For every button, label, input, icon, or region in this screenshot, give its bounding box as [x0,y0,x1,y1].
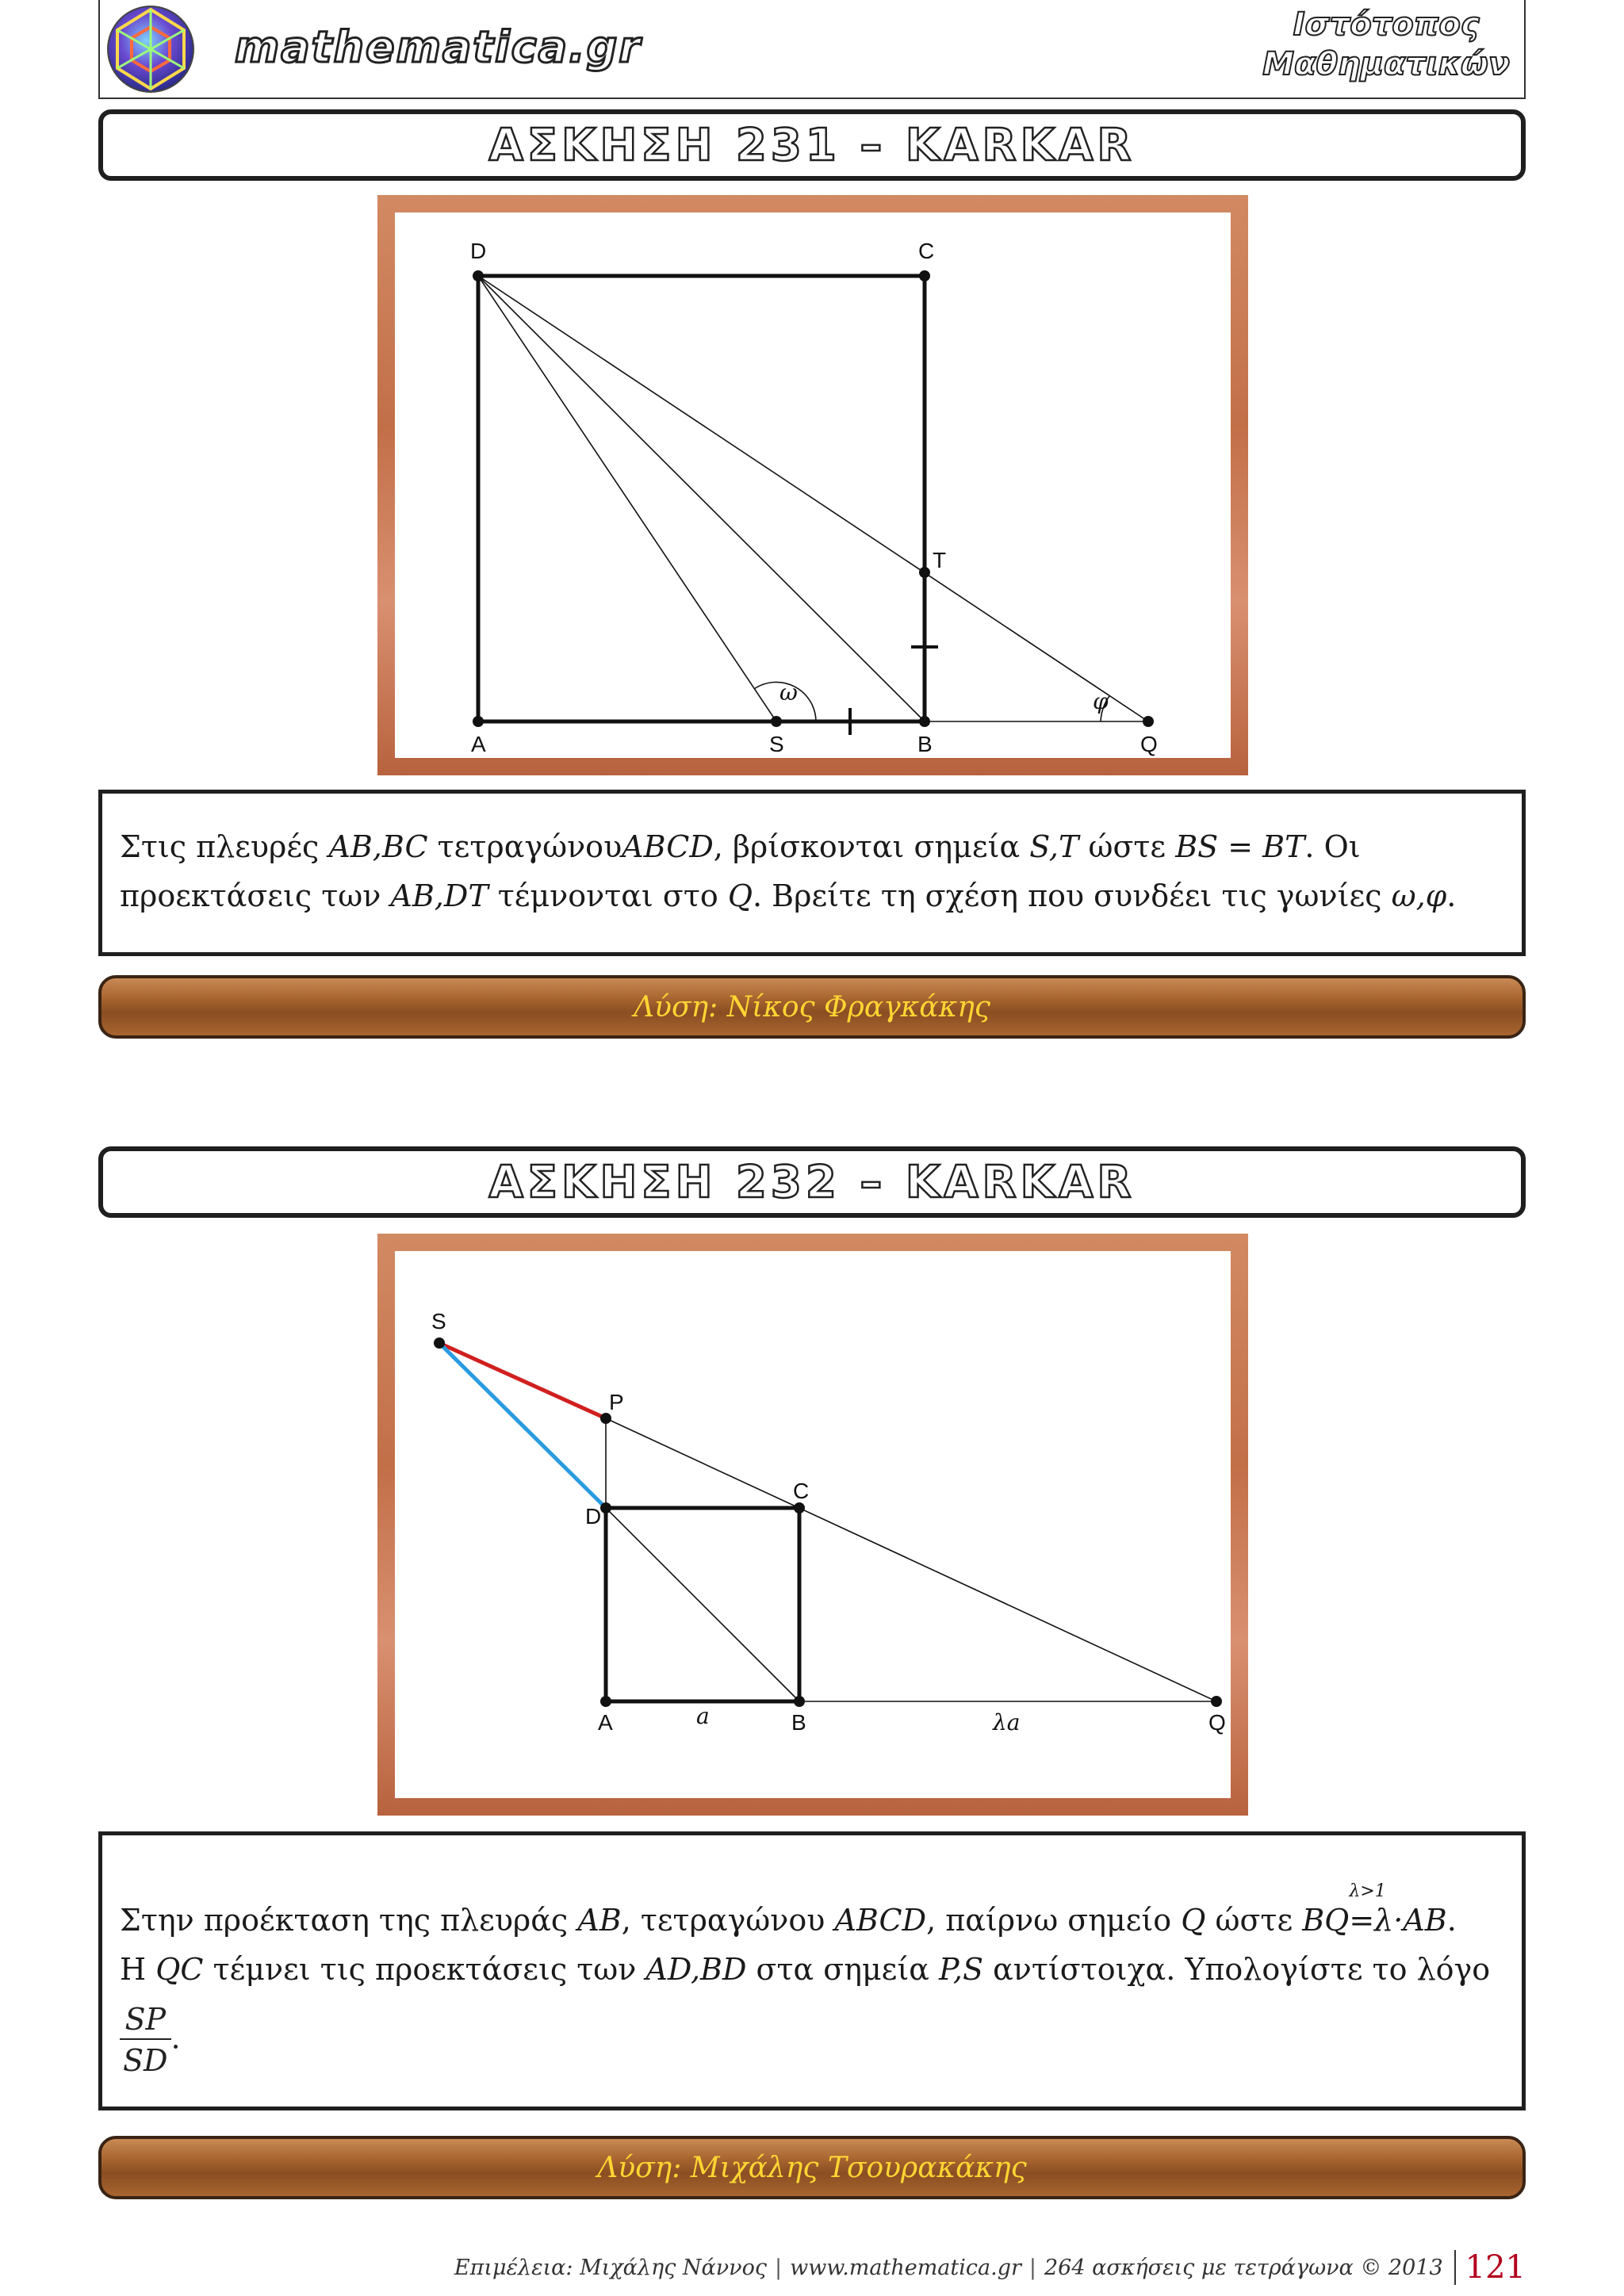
statement-text: Η [120,1952,147,1987]
point-label-D: D [470,239,487,263]
statement-text: τέμνει τις προεκτάσεις των [213,1952,637,1987]
brand-name: mathematica.gr [235,22,642,72]
math-QC: QC [155,1952,204,1987]
exercise-231-title-bar [98,109,1526,181]
site-tagline [1262,5,1510,84]
exercise-232-figure [395,1251,1231,1798]
point-label-S: S [769,732,784,756]
exercise-232-figure-frame [377,1234,1248,1816]
statement-text: στα σημεία [756,1952,929,1987]
exercise-232-title: ΑΣΚΗΣΗ 232 – KARKAR [488,1156,1136,1208]
exercise-231-figure-frame [377,195,1248,775]
exercise-231-title: ΑΣΚΗΣΗ 231 – KARKAR [488,119,1136,171]
math-AB: AB [577,1903,622,1938]
math-ABCD: ABCD [622,829,714,864]
exercise-231-statement-line2 [120,871,1504,920]
statement-text: προεκτάσεις των [120,878,381,913]
angle-label-omega: ω [779,679,798,706]
point-label-C: C [918,239,935,263]
statement-text: . [1446,878,1457,913]
math-omega-phi: ω,φ [1391,878,1447,913]
exercise-232-statement [98,1831,1526,2110]
statement-text: . [1446,1903,1457,1938]
statement-text: . Οι [1304,829,1361,864]
statement-text: τετραγώνου [437,829,622,864]
math-AB-BC: AB,BC [328,829,428,864]
exercise-231-statement [98,790,1526,956]
footer-book-title: 264 ασκήσεις με τετράγωνα © 2013 [1044,2255,1443,2280]
site-tagline-line2: Μαθηματικών [1262,46,1510,82]
math-BS-eq-BT: BS = BT [1175,829,1305,864]
exercise-231-statement-line1 [120,822,1504,871]
footer-site-link[interactable]: www.mathematica.gr [790,2255,1021,2280]
exercise-232-solution-link[interactable]: Λύση: Μιχάλης Τσουρακάκης [597,2151,1027,2184]
segment-DS [478,276,776,721]
math-AD-BD: AD,BD [645,1952,747,1987]
page-number: 121 [1454,2250,1526,2285]
exercise-232-title-bar [98,1146,1526,1218]
ratio-fraction [120,2000,171,2081]
segment-DB [478,276,925,721]
exercise-232-ratio [120,2000,1504,2081]
point-label-A: A [471,732,486,756]
segment-label-a: a [696,1703,710,1729]
math-equals-with-condition [1349,1881,1386,1945]
point-label-Q: Q [1140,732,1158,756]
page-footer [454,2250,1526,2285]
fraction-numerator: SP [120,2000,171,2040]
math-equals: = [1349,1903,1375,1938]
point-label-B: B [791,1710,806,1735]
footer-separator: | [774,2255,783,2280]
math-S-T: S,T [1029,829,1079,864]
segment-DB [606,1508,799,1701]
footer-editor: Επιμέλεια: Μιχάλης Νάννος [454,2255,767,2280]
math-lambda-AB: λ·AB [1374,1903,1447,1938]
statement-text: τέμνονται στο [497,878,718,913]
math-ABCD: ABCD [834,1903,927,1938]
site-tagline-line1: Ιστότοπος [1293,6,1480,43]
statement-text: . Βρείτε τη σχέση που συνδέει τις γωνίες [753,878,1382,913]
statement-text: αντίστοιχα. Υπολογίστε το λόγο [993,1952,1491,1987]
exercise-232-diagram [395,1251,1231,1798]
point-label-C: C [793,1479,810,1503]
footer-separator: | [1028,2255,1036,2280]
statement-text: . [170,2020,181,2056]
exercise-232-solution-button[interactable] [98,2136,1526,2199]
math-BQ: BQ [1302,1903,1350,1938]
segment-PQ [606,1418,1216,1701]
point-label-T: T [933,548,947,572]
exercise-232-statement-line2 [120,1945,1504,1994]
statement-text: Στις πλευρές [120,829,320,864]
statement-text: , βρίσκονται σημεία [713,829,1021,864]
statement-text: ώστε [1088,829,1166,864]
math-AB-DT: AB,DT [390,878,488,913]
point-label-A: A [598,1710,613,1735]
segment-DQ [478,276,1148,721]
page-header [98,0,1526,99]
statement-text: ώστε [1215,1903,1293,1938]
math-P-S: P,S [939,1952,983,1987]
segment-label-lambda-a: λa [993,1709,1021,1735]
exercise-231-solution-button[interactable] [98,975,1526,1039]
math-condition-lambda: λ>1 [1349,1881,1386,1901]
point-label-B: B [917,732,933,756]
point-label-Q: Q [1208,1710,1226,1735]
segment-SD-blue [439,1343,606,1508]
exercise-231-figure [395,212,1231,758]
angle-label-phi: φ [1093,688,1109,714]
exercise-232-statement-line1 [120,1881,1504,1945]
math-Q: Q [1181,1903,1206,1938]
point-label-D: D [585,1504,602,1529]
mathematica-logo-icon [105,3,197,95]
point-label-S: S [431,1309,446,1334]
math-Q: Q [727,878,753,913]
exercise-231-solution-link[interactable]: Λύση: Νίκος Φραγκάκης [634,990,990,1024]
statement-text: Στην προέκταση της πλευράς [120,1903,569,1938]
statement-text: , τετραγώνου [621,1903,825,1938]
segment-SP-red [439,1343,606,1418]
fraction-denominator: SD [123,2043,168,2078]
point-label-P: P [609,1390,624,1414]
statement-text: , παίρνω σημείο [926,1903,1172,1938]
exercise-231-diagram [395,212,1231,758]
